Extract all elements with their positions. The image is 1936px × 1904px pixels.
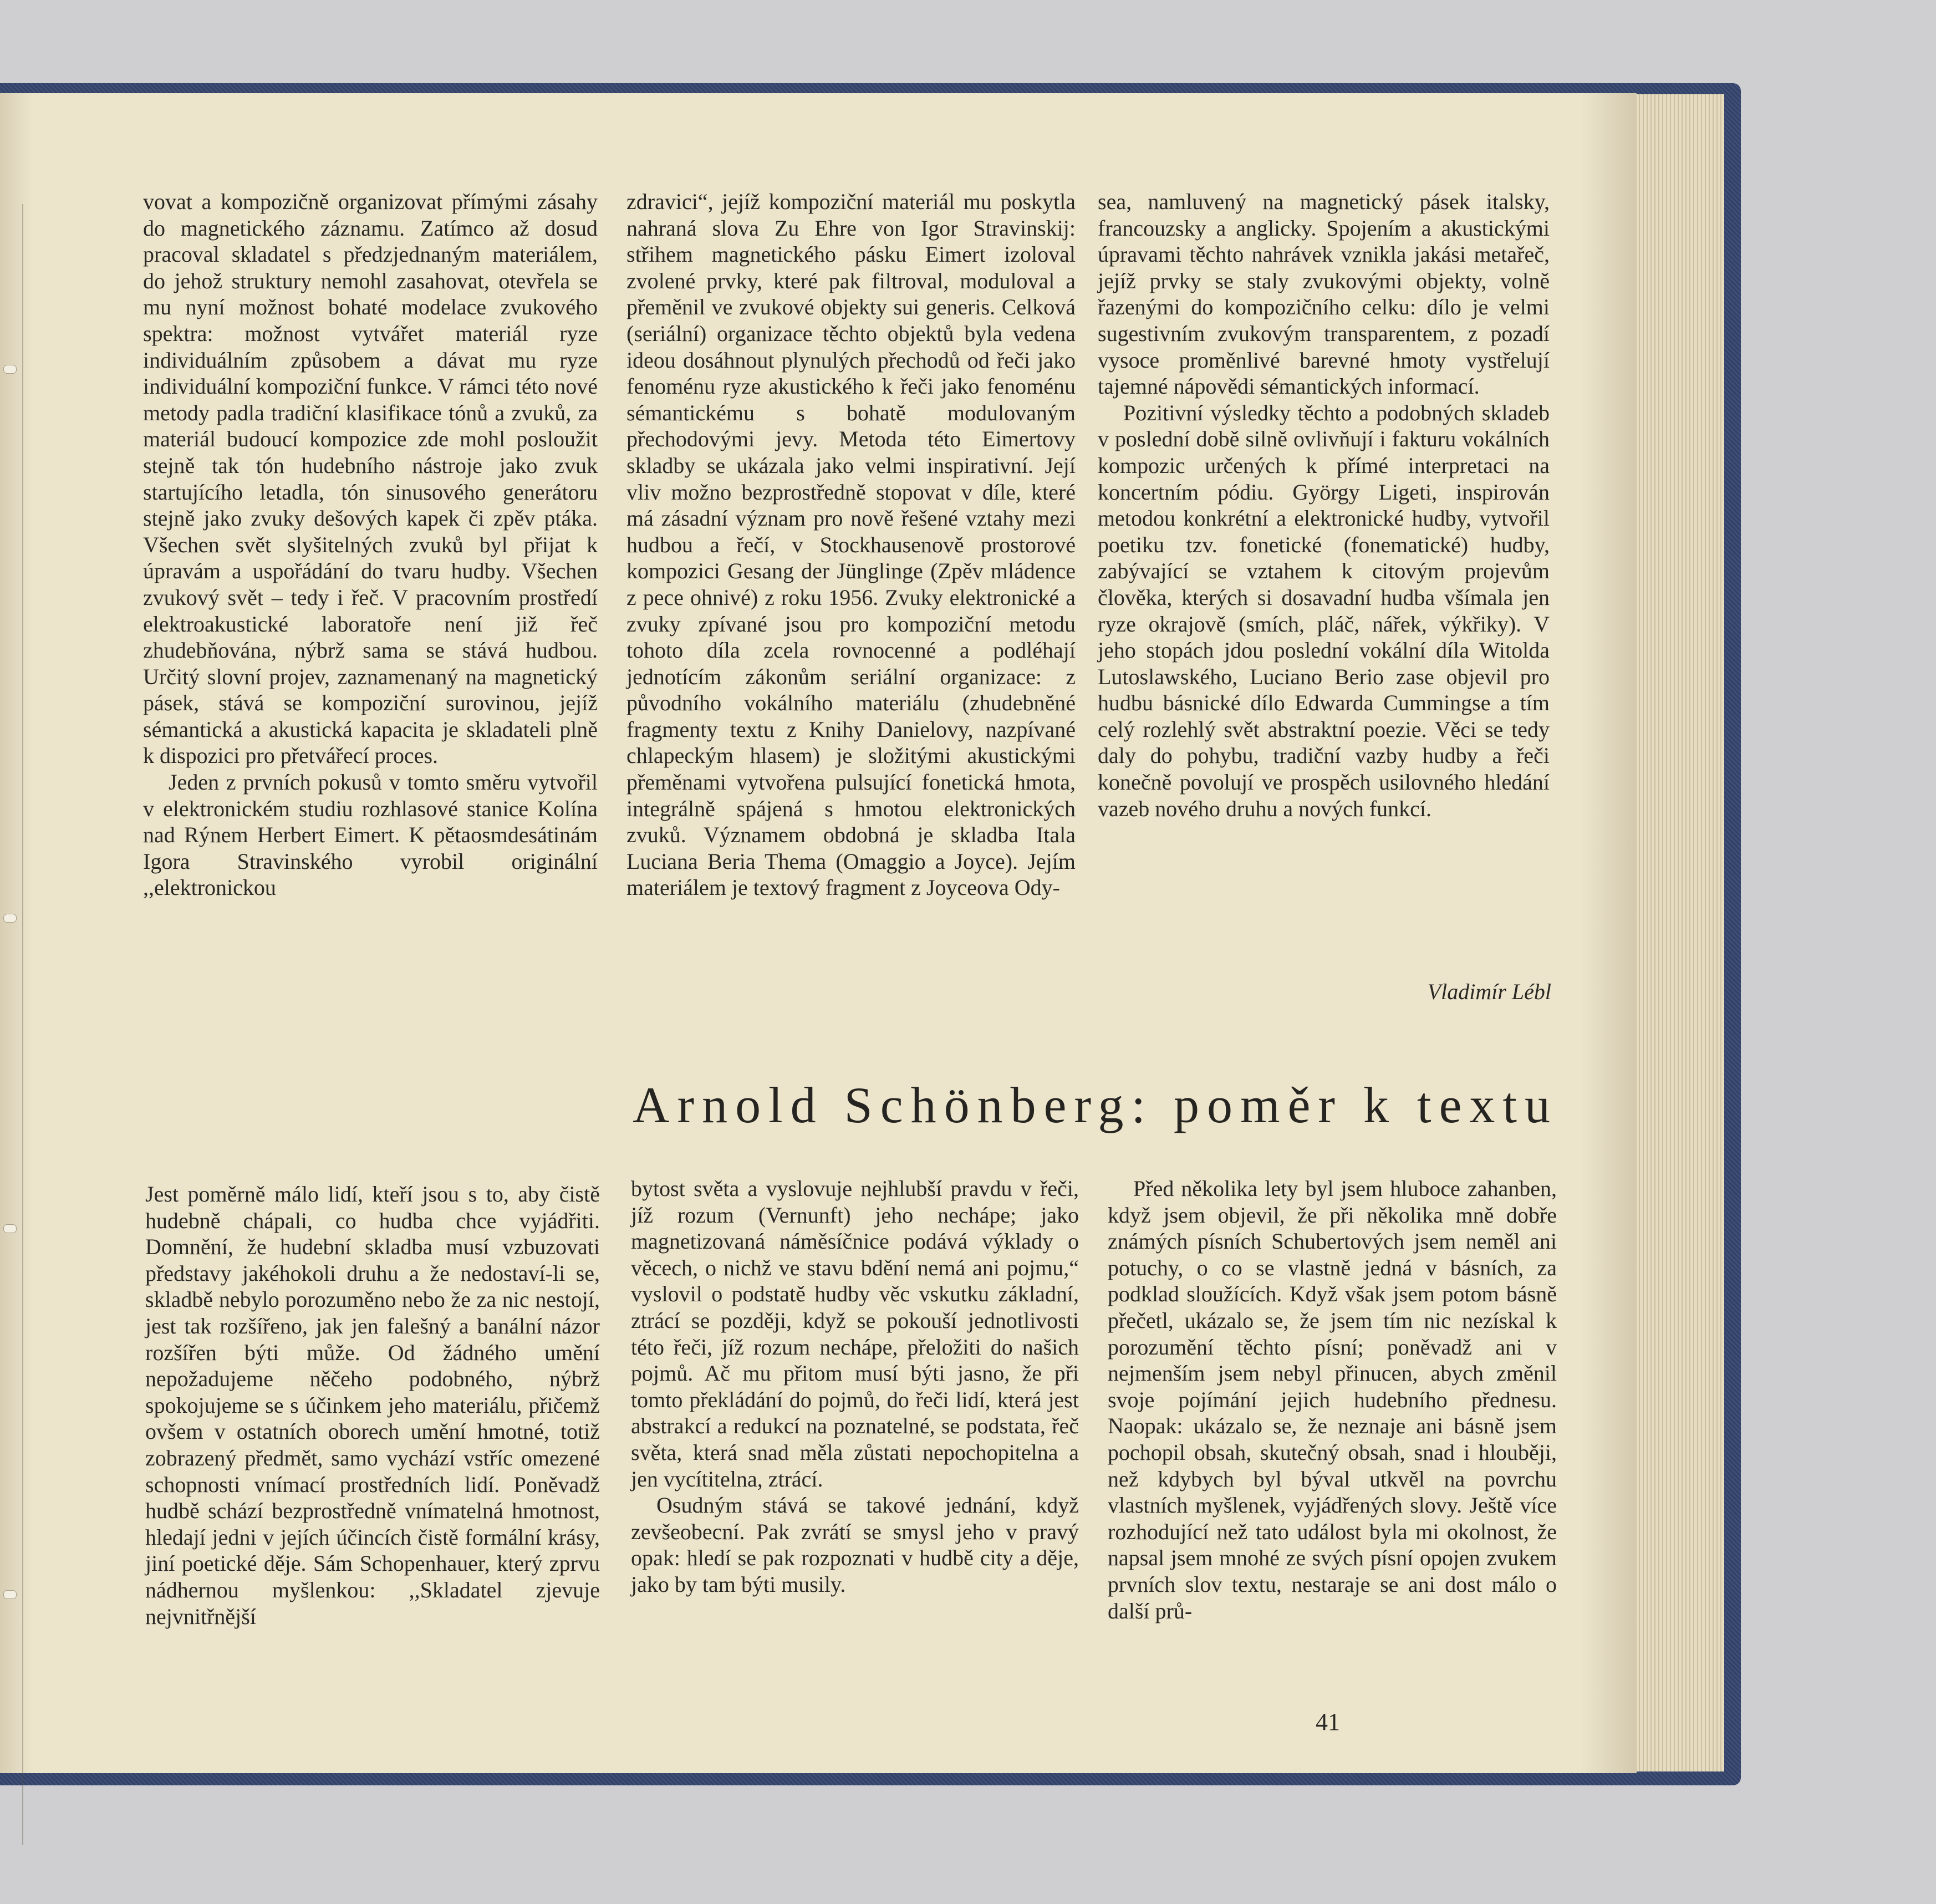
text-column-bottom-3 bbox=[1108, 1175, 1557, 1624]
paragraph: Osudným stává se takové jednání, když zevšeobecní. Pak zvrátí se smysl jeho v pravý opak: hledí se pak rozpoznati v hudbě city a děje, jako by tam býti musily. bbox=[631, 1493, 1079, 1597]
paragraph: Jeden z prvních pokusů v tomto směru vytvořil v elektronickém studiu rozhlasové stanice Kolína nad Rýnem Herbert Eimert. K pětaosmdesátinám Igora Stravinského vyrobil originální ,,elektronickou bbox=[143, 770, 598, 900]
binding-stitch bbox=[3, 914, 17, 923]
author-signature: Vladimír Lébl bbox=[1427, 979, 1551, 1004]
paragraph: sea, namluvený na magnetický pásek italsky, francouzsky a anglicky. Spojením a akustickými úpravami těchto nahrávek vznikla jakási metařeč, jejíž prvky se staly zvukovými objekty, volně řazenými do kompozičního celku: dílo je velmi sugestivním zvukovým transparentem, z pozadí vysoce proměnlivé barevné hmoty vystřelují tajemné nápovědi sémantických informací. bbox=[1098, 189, 1550, 399]
text-column-top-1 bbox=[143, 189, 598, 901]
binding-stitch bbox=[3, 365, 17, 374]
page-number: 41 bbox=[1316, 1708, 1340, 1735]
paragraph: Pozitivní výsledky těchto a podobných skladeb v poslední době silně ovlivňují i fakturu vokálních kompozic určených k přímé interpretaci na koncertním pódiu. György Ligeti, inspirován metodou konkrétní a elektronické hudby, vytvořil poetiku tzv. fonetické (fonematické) hudby, zabývající se vztahem k citovým projevům člověka, kterých si dosavadní hudba všímala jen ryze okrajově (smích, pláč, nářek, výkřiky). V jeho stopách jdou poslední vokální díla Witolda Lutoslawského, Luciano Berio zase objevil pro hudbu básnické dílo Edwarda Cummingse a tím celý rozlehlý svět abstraktní poezie. Věci se tedy daly do pohybu, tradiční vazby hudby a řeči konečně povolují ve prospěch usilovného hledání vazeb nového druhu a nových funkcí. bbox=[1098, 400, 1550, 821]
paragraph: Před několika lety byl jsem hluboce zahanben, když jsem objevil, že při několika mně dobře známých písních Schubertových jsem neměl ani potuchy, o co se vlastně jedná v básních, za podklad sloužících. Když však jsem potom básně přečetl, ukázalo se, že jsem tím nic nezískal k porozumění těchto písní; poněvadž ani v nejmenším jsem nebyl přinucen, abych změnil svoje pojímání jejich hudebního přednesu. Naopak: ukázalo se, že neznaje ani básně jsem pochopil obsah, skutečný obsah, snad i hlouběji, než kdybych byl býval utkvěl na povrchu vlastních myšlenek, vyjádřených slovy. Ještě více rozhodující než tato událost byla mi okolnost, že napsal jsem mnohé ze svých písní opojen zvukem prvních slov textu, nestaraje se ani dost málo o další prů- bbox=[1108, 1176, 1557, 1623]
paragraph: vovat a kompozičně organizovat přímými zásahy do magnetického záznamu. Zatímco až dosud pracoval skladatel s předzjednaným materiálem, do jehož struktury nemohl zasahovat, otevřela se mu nyní možnost bohaté modelace zvukového spektra: možnost vytvářet materiál ryze individuálním způsobem a dávat mu ryze individuální kompoziční funkce. V rámci této nové metody padla tradiční klasifikace tónů a zvuků, za materiál budoucí kompozice zde mohl posloužit stejně tak tón hudebního nástroje jako zvuk startujícího letadla, tón sinusového generátoru stejně jako zvuky dešových kapek či zpěv ptáka. Všechen svět slyšitelných zvuků byl přijat k úpravám a uspořádání do tvaru hudby. Všechen zvukový svět – tedy i řeč. V pracovním prostředí elektroakustické laboratoře není již řeč zhudebňována, nýbrž sama se stává hudbou. Určitý slovní projev, zaznamenaný na magnetický pásek, stává se kompoziční surovinou, jejíž sémantická a akustická kapacita je skladateli plně k dispozici pro přetvářecí proces. bbox=[143, 189, 598, 768]
binding-stitch bbox=[3, 1590, 17, 1599]
text-column-bottom-2 bbox=[631, 1175, 1079, 1598]
page-edges bbox=[1624, 94, 1724, 1771]
paragraph: bytost světa a vyslovuje nejhlubší pravdu v řeči, jíž rozum (Vernunft) jeho nechápe; jako magnetizovaná náměsíčnice podává výklady o věcech, o nichž ve stavu bdění nemá ani pojmu,“ vyslovil o podstatě hudby věc vskutku základní, ztrácí se později, když se pokouší jednotlivosti této řeči, jíž rozum nechápe, přeložiti do našich pojmů. Ač mu přitom musí býti jasno, že při tomto překládání do pojmů, do řeči lidí, která jest abstrakcí a redukcí na poznatelné, se podstata, řeč světa, která snad měla zůstati nepochopitelna a jen vycítitelna, ztrácí. bbox=[631, 1176, 1079, 1491]
paragraph: Jest poměrně málo lidí, kteří jsou s to, aby čistě hudebně chápali, co hudba chce vyjádřiti. Domnění, že hudební skladba musí vzbuzovati představy jakéhokoli druhu a že nedostaví-li se, skladbě nebylo porozuměno nebo že za nic nestojí, jest tak rozšířeno, jak jen falešný a banální názor rozšířen býti může. Od žádného umění nepožadujeme něčeho podobného, nýbrž spokojujeme se s účinkem jeho materiálu, přičemž ovšem v ostatních oborech umění hmotné, totiž zobrazený předmět, samo vychází vstříc omezené schopnosti vnímací prostředních lidí. Poněvadž hudbě schází bezprostředně vnímatelná hmotnost, hledají jedni v jejích účincích čistě formální krásy, jiní poetické děje. Sám Schopenhauer, který zprvu nádhernou myšlenkou: ,,Skladatel zjevuje nejvnitřnější bbox=[145, 1182, 600, 1629]
text-column-bottom-1 bbox=[145, 1181, 600, 1630]
article-title: Arnold Schönberg: poměr k textu bbox=[633, 1077, 1558, 1133]
binding-stitch bbox=[3, 1224, 17, 1233]
paragraph: zdravici“, jejíž kompoziční materiál mu poskytla nahraná slova Zu Ehre von Igor Stravinskij: střihem magnetického pásku Eimert izoloval zvolené prvky, které pak filtroval, moduloval a přeměnil ve zvukové objekty sui generis. Celková (seriální) organizace těchto objektů byla vedena ideou dosáhnout plynulých přechodů od řeči jako fenoménu ryze akustického k řeči jako fenoménu sémantickému s bohatě modulovaným přechodovými jevy. Metoda této Eimertovy skladby se ukázala jako velmi inspirativní. Její vliv možno bezprostředně stopovat v díle, které má zásadní význam pro nově řešené vztahy mezi hudbou a řečí, v Stockhausenově prostorové kompozici Gesang der Jünglinge (Zpěv mládence z pece ohnivé) z roku 1956. Zvuky elektronické a zvuky zpívané jsou pro kompoziční metodu tohoto díla zcela rovnocenné a podléhají jednotícím zákonům seriální organizace: z původního vokálního materiálu (zhudebněné fragmenty textu z Knihy Danielovy, nazpívané chlapeckým hlasem) je složitými akustickými přeměnami vytvořena pulsující fonetická hmota, integrálně spájená s hmotou elektronických zvuků. Významem obdobná je skladba Itala Luciana Beria Thema (Omaggio a Joyce). Jejím materiálem je textový fragment z Joyceova Ody- bbox=[626, 189, 1076, 900]
text-column-top-2 bbox=[626, 189, 1076, 901]
gutter-binding bbox=[0, 204, 23, 1845]
text-column-top-3 bbox=[1098, 189, 1550, 822]
